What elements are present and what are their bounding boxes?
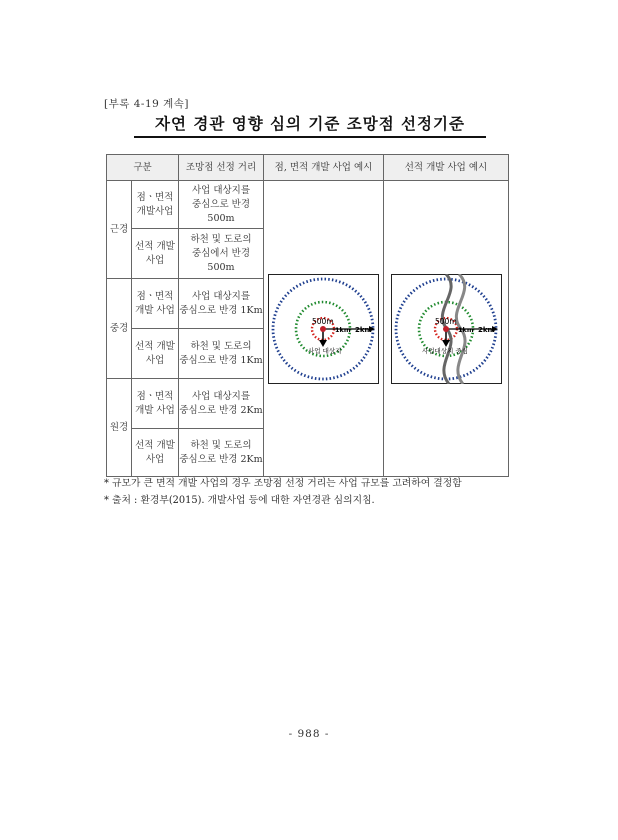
table-row — [107, 181, 509, 229]
project-type-cell: 선적 개발 사업 — [132, 229, 179, 279]
table-notes — [104, 475, 462, 509]
table-header-row — [107, 155, 509, 181]
radius-1km-label: 1km — [457, 325, 474, 334]
distance-cell: 사업 대상지를 중심으로 반경 2Km — [179, 379, 264, 429]
distance-cell: 사업 대상지를 중심으로 반경 1Km — [179, 279, 264, 329]
note-source: * 출처 : 환경부(2015). 개발사업 등에 대한 자연경관 심의지침. — [104, 495, 375, 506]
page-number: - 988 - — [288, 728, 330, 740]
radius-1km-label: 1km — [335, 325, 351, 334]
point-project-example-cell — [264, 181, 384, 477]
range-label-far: 원경 — [107, 379, 132, 477]
linear-project-diagram — [391, 274, 502, 384]
radius-500m-label: 500m — [434, 316, 457, 326]
title-underline — [134, 136, 486, 138]
radius-500m-label: 500m — [312, 316, 334, 326]
radius-2km-label: 2km — [477, 325, 495, 334]
center-label: 사업 대상지 — [308, 346, 342, 355]
project-type-cell: 점ㆍ면적 개발 사업 — [132, 379, 179, 429]
distance-cell: 하천 및 도로의 중심으로 반경 1Km — [179, 329, 264, 379]
column-header-category: 구분 — [107, 155, 179, 181]
viewpoint-criteria-table — [106, 154, 509, 477]
center-label: 사업대상지 중심 — [421, 346, 468, 355]
page-title: 자연 경관 영향 심의 기준 조망점 선정기준 — [155, 115, 465, 133]
column-header-point-example: 점, 면적 개발 사업 예시 — [264, 155, 384, 181]
project-type-cell: 선적 개발 사업 — [132, 329, 179, 379]
point-project-diagram — [268, 274, 379, 384]
radius-2km-label: 2km — [355, 325, 372, 334]
distance-cell: 사업 대상지를 중심으로 반경 500m — [179, 181, 264, 229]
range-label-mid: 중경 — [107, 279, 132, 379]
range-label-near: 근경 — [107, 181, 132, 279]
project-type-cell: 선적 개발 사업 — [132, 429, 179, 477]
linear-project-example-cell — [384, 181, 509, 477]
note-scale: * 규모가 큰 면적 개발 사업의 경우 조망점 선정 거리는 사업 규모를 고려하여 결정함 — [104, 478, 462, 489]
column-header-distance: 조망점 선정 거리 — [179, 155, 264, 181]
distance-cell: 하천 및 도로의 중심에서 반경 500m — [179, 229, 264, 279]
appendix-reference: [부록 4-19 계속] — [104, 98, 190, 110]
project-type-cell: 점ㆍ면적 개발 사업 — [132, 279, 179, 329]
project-type-cell: 점ㆍ면적 개발사업 — [132, 181, 179, 229]
column-header-linear-example: 선적 개발 사업 예시 — [384, 155, 509, 181]
distance-cell: 하천 및 도로의 중심으로 반경 2Km — [179, 429, 264, 477]
